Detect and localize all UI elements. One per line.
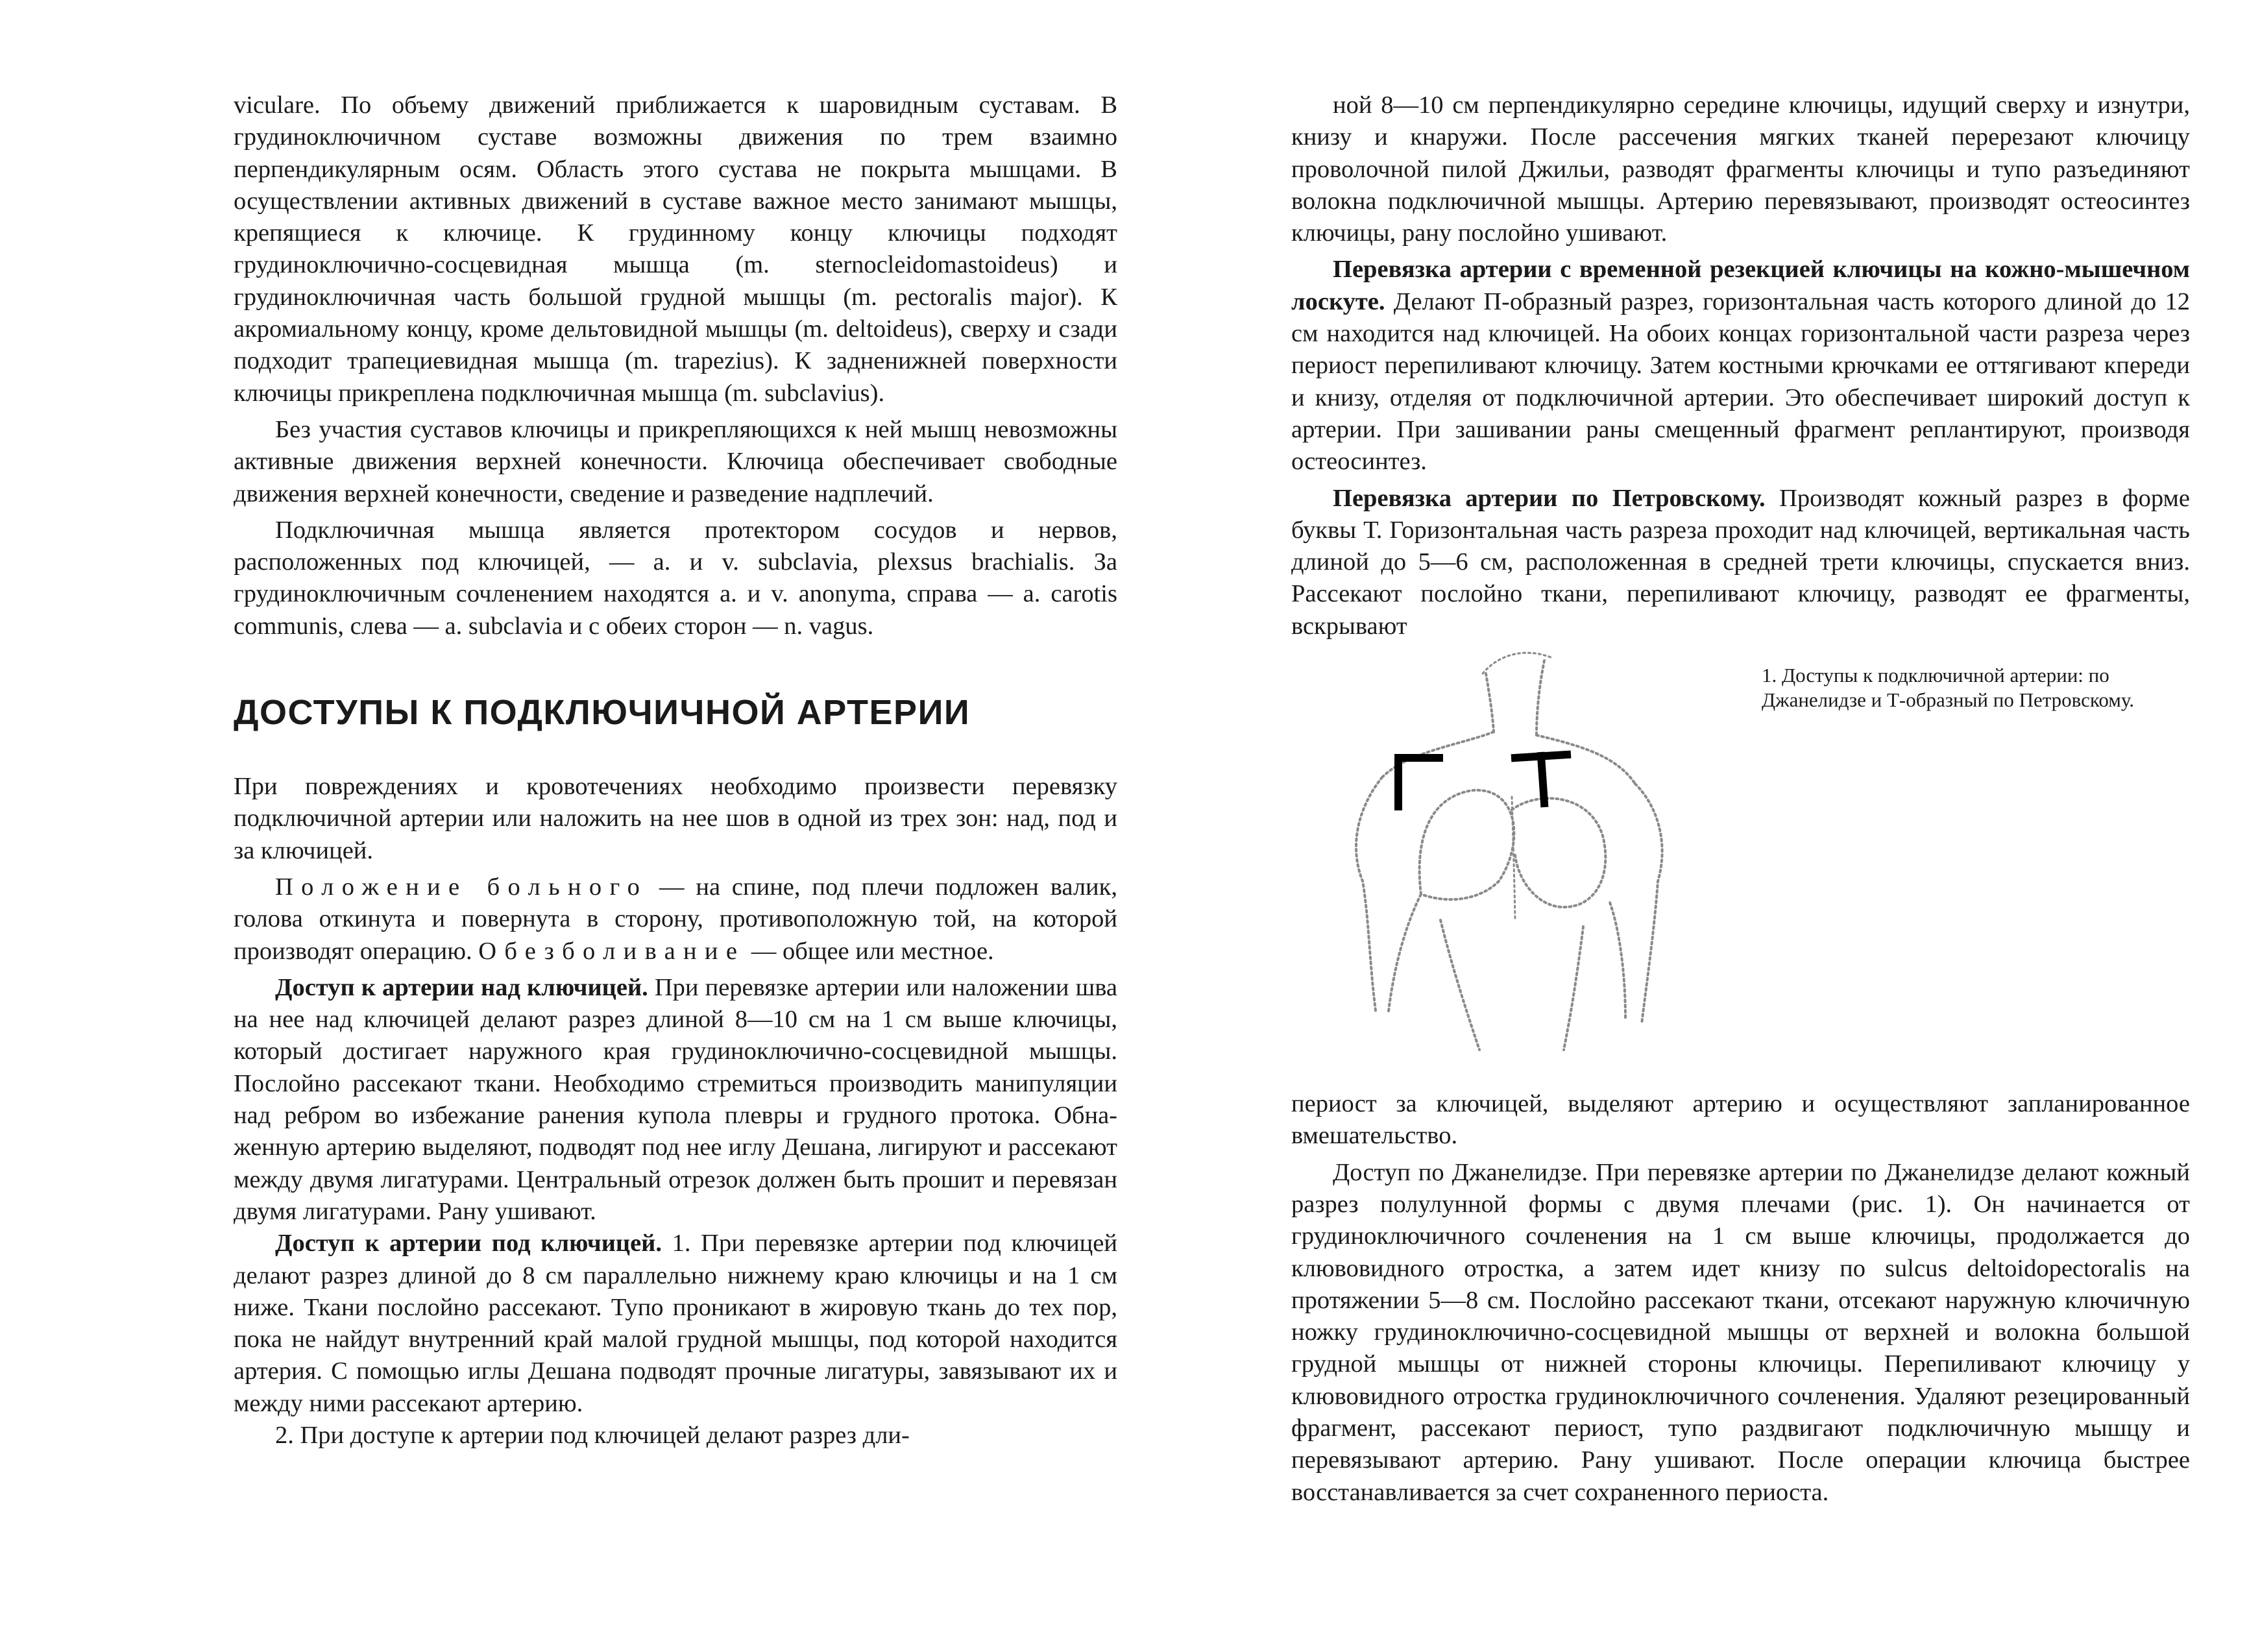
left-page xyxy=(0,0,1129,1652)
chest-outline xyxy=(1512,798,1605,907)
petrovsky-title: Перевязка артерии по Петровскому. xyxy=(1333,484,1766,512)
anesthesia-label: Обезболивание xyxy=(478,937,746,965)
position-text: — на спине, под плечи подложен валик, голова откинута и повернута в сторону, противоположную той, на которой производят операцию. xyxy=(234,873,1117,965)
section-heading-wrap xyxy=(234,692,1117,733)
paragraph-item-2: 2. При доступе к артерии под ключицей делают разрез дли- xyxy=(275,1421,910,1449)
sternum-outline xyxy=(1512,797,1515,920)
paragraph-above-clavicle xyxy=(234,972,1117,1228)
below-clavicle-title: Доступ к артерии под ключицей. xyxy=(275,1230,662,1257)
neck-outline xyxy=(1486,661,1544,735)
paragraph-dzhanelidze: Доступ по Джанелидзе. При перевязке артерии по Джанелидзе делают кожный разрез полулунной формы с двумя плечами (рис. 1). Он начинается от грудиноключичного сочленения на 1 см выше ключицы, продолжается до клювовидного отростка, а затем идет книзу по sulcus deltoidopectoralis на протяжении 5—8 см. Послойно рассекают ткани, отсекают наружную ключичную ножку грудиноключично-сосцевидной мышцы от верхней и волокна большой грудной мышцы от нижней стороны ключицы. Перепиливают ключицу у клювовидного отростка грудиноключичного сочленения. Удаляют резецированный фрагмент, рассекают периост, тупо раздвигают подключичную мышцу и перевязывают артерию. Рану ушивают. После операции ключица быстрее восстанавливается за счет сохраненного периоста. xyxy=(1291,1158,2190,1506)
petrovsky-t-incision xyxy=(1515,755,1567,803)
torso-sketch-icon xyxy=(1330,648,1707,1063)
dzhanelidze-incision xyxy=(1398,758,1439,807)
paragraph-after-figure: периост за ключицей, выделяют артерию и осуществляют запланированное вмешательство. xyxy=(1291,1090,2190,1150)
petrovsky-text: Производят кожный разрез в форме буквы Т. Горизонтальная часть разреза проходит над ключицей, вертикальная часть длиной до 5—6 см, расположенная в средней трети ключицы, спускается вниз. Рассекают послойно ткани, перепиливают ключицу, разводят ее фрагменты, вскрывают xyxy=(1291,484,2190,640)
figure-caption: 1. Доступы к подключичной артерии: по Джанелидзе и Т-образный по Петровскому. xyxy=(1762,664,2135,712)
left-arm-outline xyxy=(1356,777,1421,1011)
right-page xyxy=(1129,0,2260,1652)
above-clavicle-text: При перевязке артерии или наложении шва на нее над ключицей делают разрез длиной 8—10 см на 1 см выше ключицы, который достигает наружного края грудиноключично-сосцевидной мышцы. Послойно рассекают ткани. Необходимо стремиться производить манипуляции над ребром во избежание ранения купола плевры и грудного протока. Обнаженную артерию выделяют, подводят под нее иглу Дешана, лигируют и рассекают между двумя лигатурами. Центральный отрезок должен быть прошит и перевязан двумя лигатурами. Рану ушивают. xyxy=(234,973,1117,1225)
paragraph-below-clavicle xyxy=(234,1228,1117,1420)
paragraph-intro: При повреждениях и кровотечениях необходимо произвести перевязку подключичной артерии или наложить на нее шов в одной из трех зон: над, под и за ключицей. xyxy=(234,773,1117,864)
anesthesia-text: — общее или местное. xyxy=(745,937,994,965)
figure-1 xyxy=(1291,648,2190,1084)
paragraph-position xyxy=(234,871,1117,967)
position-label: Положение больного xyxy=(275,873,648,901)
above-clavicle-title: Доступ к артерии над ключицей. xyxy=(275,973,648,1001)
torso-outline xyxy=(1440,920,1583,1050)
paragraph: Без участия суставов ключицы и прикрепляющихся к ней мышц невозможны активные движения верхней конечности. Ключица обеспечивает свободные движения верхней конечности, сведение и разведение надплечий. xyxy=(234,415,1117,507)
section-heading: ДОСТУПЫ К ПОДКЛЮЧИЧНОЙ АРТЕРИИ xyxy=(234,693,971,733)
paragraph-resection xyxy=(1291,254,2190,478)
chest-outline xyxy=(1420,790,1514,899)
right-arm-outline xyxy=(1609,784,1662,1024)
paragraph: Подключичная мышца является протектором сосудов и нервов, расположенных под ключицей, — a. и v. subclavia, plexsus brachialis. За грудиноключичным сочленением находятся a. и v. anonyma, справа — a. carotis communis, слева — a. subclavia и с обеих сторон — n. vagus. xyxy=(234,516,1117,640)
right-text-column xyxy=(1291,90,2190,1509)
paragraph-petrovsky xyxy=(1291,483,2190,642)
resection-text: Делают П-образный разрез, горизонтальная часть которого длиной до 12 см находится над ключицей. На обоих концах горизонтальной части разреза через периост перепиливают ключицу. Затем костными крючками ее оттягивают кпереди и книзу, отделяя от подключичной артерии. Это обеспечивает широкий доступ к артерии. При зашивании раны смещенный фрагмент реплантируют, производя остеосинтез. xyxy=(1291,287,2190,476)
resection-title: Перевязка артерии с временной резекцией ключицы на кожно-мышечном лоскуте. xyxy=(1291,256,2190,315)
below-clavicle-text: 1. При перевязке артерии под ключицей делают разрез длиной до 8 см параллельно нижнему краю ключицы и на 1 см ниже. Ткани послойно рассекают. Тупо проникают в жировую ткань до тех пор, пока не найдут внутренний край малой грудной мышцы, под которой находится артерия. С помощью иглы Дешана подводят прочные лигатуры, завязывают их и между ними рассекают артерию. xyxy=(234,1230,1117,1417)
hair-outline xyxy=(1483,653,1551,674)
paragraph: viculare. По объему движений приближается к шаровидным суставам. В грудиноключичном суставе возможны движения по трем взаимно перпендикулярным осям. Область этого сустава не покрыта мышцами. В осуществлении активных движений в суставе важное место занимают мышцы, крепящиеся к ключице. К грудинному концу ключицы подходят грудиноключично-сосцевидная мышца (m. sternocleidomastoideus) и грудиноключичная часть большой грудной мышцы (m. pectoralis major). К акромиальному концу, кроме дельтовидной мышцы (m. deltoideus), сверху и сзади подходит трапециевидная мышца (m. trapezius). К задненижней поверхности ключицы прикреплена подключичная мышца (m. subclavius). xyxy=(234,91,1117,407)
left-text-column xyxy=(234,90,1117,1452)
paragraph-continued: ной 8—10 см перпендикулярно середине ключицы, идущий сверху и изнутри, книзу и кнаружи. После рассечения мягких тканей перерезают ключицу проволочной пилой Джильи, разводят фрагменты ключицы и тупо разъединяют волокна подключичной мышцы. Артерию перевязывают, производят остеосинтез ключицы, рану послойно ушивают. xyxy=(1291,91,2190,247)
